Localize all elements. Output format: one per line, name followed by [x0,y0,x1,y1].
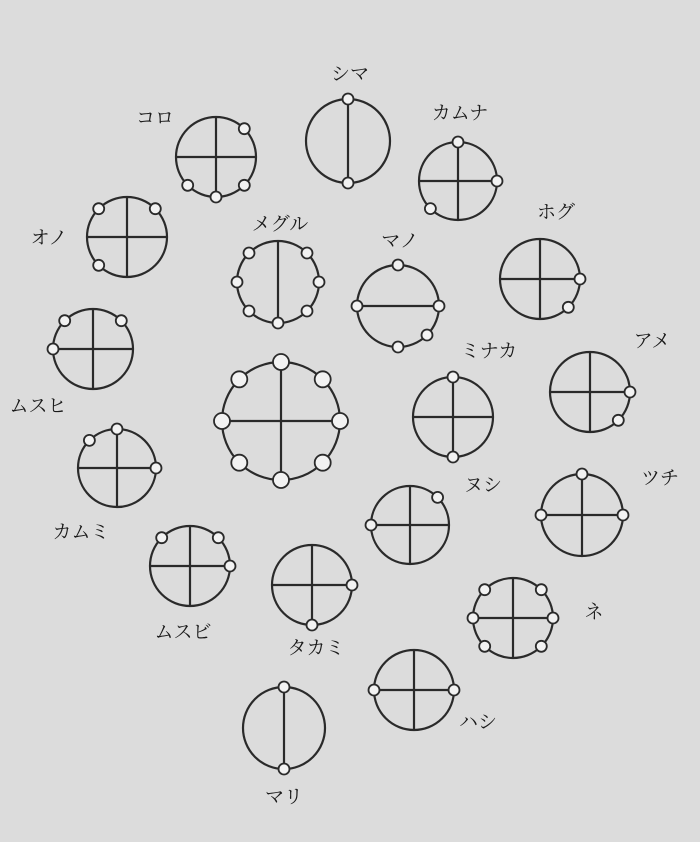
node-dot [231,455,247,471]
symbol-hogu [500,201,586,319]
node-dot [575,274,586,285]
symbol-minaka [413,340,517,463]
symbol-kamuna [419,102,503,220]
node-dot [156,532,167,543]
symbol-label: ハシ [458,711,498,733]
node-dot [93,260,104,271]
node-dot [214,413,230,429]
node-dot [150,203,161,214]
node-dot [479,584,490,595]
node-dot [577,469,588,480]
node-dot [448,372,459,383]
symbol-label: ムスビ [154,621,212,643]
node-dot [434,301,445,312]
node-dot [302,306,313,317]
symbol-label: マノ [381,230,419,252]
node-dot [536,584,547,595]
symbol-label: オノ [30,227,68,249]
symbols-layer [9,63,679,808]
node-dot [59,315,70,326]
symbol-koro [136,107,256,203]
node-dot [453,137,464,148]
node-dot [273,318,284,329]
symbol-mari [243,682,325,809]
node-dot [112,424,123,435]
symbol-label: ネ [584,601,604,623]
node-dot [232,277,243,288]
node-dot [548,613,559,624]
symbol-shima [306,63,390,189]
symbol-ono [31,197,167,277]
symbol-center [214,354,348,488]
symbol-label: アメ [633,330,671,352]
node-dot [244,248,255,259]
node-dot [563,302,574,313]
symbol-label: シマ [330,63,370,85]
symbol-kamumi [52,424,161,544]
symbol-nushi [366,474,503,564]
symbol-takami [272,545,358,659]
node-dot [182,180,193,191]
symbol-mano [352,230,445,353]
node-dot [239,123,250,134]
node-dot [273,354,289,370]
node-dot [84,435,95,446]
symbol-musubi [150,526,236,643]
symbol-label: カムミ [52,521,110,543]
symbol-hashi [369,650,498,733]
node-dot [48,344,59,355]
symbol-label: ムスヒ [9,395,67,417]
symbol-musuhi [9,309,133,417]
node-dot [422,330,433,341]
node-dot [307,620,318,631]
symbol-label: カムナ [431,102,489,124]
node-dot [393,342,404,353]
symbol-meguru [232,213,325,329]
node-dot [449,685,460,696]
node-dot [432,492,443,503]
node-dot [479,641,490,652]
node-dot [536,510,547,521]
node-dot [302,248,313,259]
symbol-label: ホグ [536,201,576,223]
node-dot [536,641,547,652]
node-dot [314,277,325,288]
node-dot [315,371,331,387]
symbol-label: ヌシ [463,474,503,496]
symbol-ne [468,578,604,658]
symbol-label: タカミ [287,637,345,659]
node-dot [618,510,629,521]
node-dot [273,472,289,488]
node-dot [613,415,624,426]
node-dot [625,387,636,398]
symbol-label: マリ [264,786,304,808]
node-dot [93,203,104,214]
node-dot [492,176,503,187]
node-dot [315,455,331,471]
node-dot [343,94,354,105]
node-dot [332,413,348,429]
symbol-tsuchi [536,467,680,556]
node-dot [279,764,290,775]
symbol-label: コロ [135,107,175,129]
node-dot [425,203,436,214]
symbol-label: ミナカ [460,340,518,362]
node-dot [468,613,479,624]
node-dot [151,463,162,474]
node-dot [343,178,354,189]
node-dot [225,561,236,572]
node-dot [211,192,222,203]
node-dot [347,580,358,591]
node-dot [279,682,290,693]
node-dot [244,306,255,317]
node-dot [366,520,377,531]
node-dot [369,685,380,696]
node-dot [116,315,127,326]
symbol-label: ツチ [640,467,680,489]
node-dot [239,180,250,191]
node-dot [352,301,363,312]
node-dot [213,532,224,543]
node-dot [393,260,404,271]
node-dot [448,452,459,463]
symbol-label: メグル [251,213,309,235]
node-dot [231,371,247,387]
symbol-ame [550,330,670,432]
